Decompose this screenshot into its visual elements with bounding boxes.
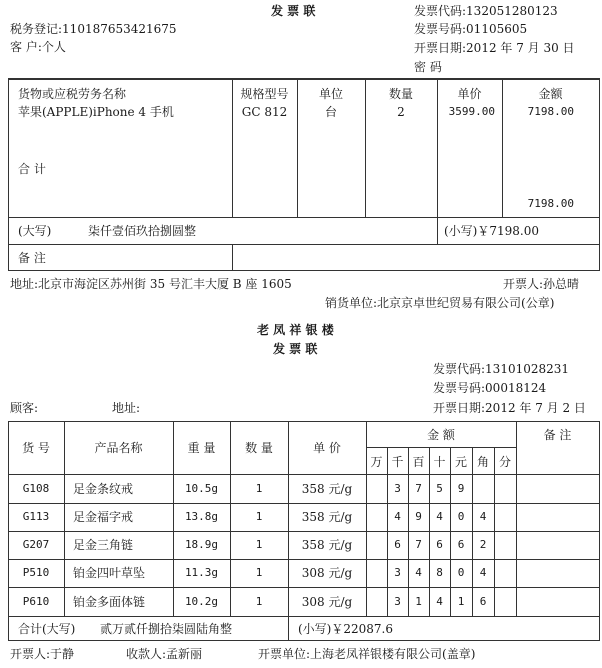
invoice1-col-divider	[232, 244, 233, 270]
invoice2-row-weight: 13.8g	[184, 510, 219, 523]
invoice2-row-qty: 1	[255, 482, 263, 495]
invoice2-row-digit: 4	[436, 510, 443, 523]
invoice1-row-price: 3599.00	[448, 105, 495, 118]
invoice1-header-price: 单价	[457, 87, 482, 101]
invoice2-row-price: 308 元/g	[301, 566, 353, 580]
invoice1-col-divider	[437, 217, 438, 244]
invoice1-header-name: 货物或应税劳务名称	[18, 87, 127, 101]
invoice2-title: 发 票 联	[273, 342, 318, 356]
invoice2-row-digit: 4	[479, 510, 487, 523]
invoice1-table-right-border	[599, 78, 600, 270]
invoice1-title: 发 票 联	[271, 4, 316, 18]
invoice2-row-digit: 7	[415, 538, 422, 551]
invoice1-upper-value: 柒仟壹佰玖拾捌圆整	[88, 224, 197, 238]
invoice1-row-unit: 台	[324, 105, 337, 119]
invoice2-row-product: 足金三角链	[73, 538, 134, 552]
invoice1-table-line	[8, 244, 600, 245]
invoice2-row-digit: 6	[394, 538, 401, 551]
invoice2-digit-header: 十	[433, 455, 446, 469]
invoice2-row-price: 358 元/g	[301, 538, 353, 552]
invoice2-store-name: 老 凤 祥 银 楼	[257, 323, 334, 337]
invoice1-header-qty: 数量	[388, 87, 413, 101]
invoice1-table-top-border	[8, 78, 600, 80]
invoice2-row-digit: 9	[457, 482, 465, 495]
invoice2-row-digit: 0	[457, 566, 465, 579]
invoice2-row-weight: 11.3g	[184, 566, 219, 579]
invoice2-customer-label: 顾客:	[10, 401, 39, 415]
invoice2-table-top-border	[8, 421, 600, 422]
invoice2-total-label: 合计(大写)	[18, 622, 76, 636]
invoice2-row-qty: 1	[255, 538, 263, 551]
invoice1-issuer: 开票人:孙总晴	[503, 277, 580, 291]
invoice2-row-item: G108	[22, 482, 50, 495]
invoice2-row-digit: 9	[415, 510, 422, 523]
invoice2-header-remark: 备 注	[543, 428, 572, 442]
invoice2-header-item: 货 号	[22, 441, 50, 455]
invoice1-address: 地址:北京市海淀区苏州街 35 号汇丰大厦 B 座 1605	[10, 277, 292, 291]
invoice2-row-item: G113	[22, 510, 50, 523]
invoice2-row-digit: 3	[394, 566, 401, 579]
invoice1-header-model: 规格型号	[240, 87, 289, 101]
invoice2-header-product: 产品名称	[94, 441, 143, 455]
invoice2-row-digit: 4	[436, 595, 443, 608]
invoice2-digit-divider	[472, 447, 473, 616]
invoice2-number: 发票号码:00018124	[433, 381, 547, 395]
invoice1-password-label: 密 码	[414, 60, 442, 74]
invoice2-row-digit: 4	[479, 566, 487, 579]
invoice1-tax-reg: 税务登记:110187653421675	[10, 22, 177, 36]
invoice2-row-item: G207	[22, 538, 50, 551]
invoice2-row-price: 358 元/g	[301, 510, 353, 524]
invoice1-upper-label: (大写)	[18, 224, 52, 238]
invoice2-header-weight: 重 量	[187, 441, 216, 455]
invoice1-row-model: GC 812	[241, 105, 288, 119]
invoice2-digit-divider	[408, 447, 409, 616]
invoice2-header-price: 单 价	[313, 441, 341, 455]
invoice2-row-digit: 6	[457, 538, 465, 551]
invoice2-row-digit: 1	[415, 595, 422, 608]
invoice2-row-line	[8, 503, 600, 504]
invoice2-row-price: 358 元/g	[301, 482, 353, 496]
invoice2-date: 开票日期:2012 年 7 月 2 日	[433, 401, 586, 415]
invoice1-date: 开票日期:2012 年 7 月 30 日	[414, 41, 575, 55]
invoice2-row-weight: 10.2g	[184, 595, 219, 608]
invoice2-digit-divider	[429, 447, 430, 616]
invoice2-digit-header: 百	[412, 455, 425, 469]
invoice1-total-amount: 7198.00	[527, 197, 574, 210]
invoice2-row-qty: 1	[255, 566, 263, 579]
invoice1-row-name: 苹果(APPLE)iPhone 4 手机	[18, 105, 174, 119]
invoice2-header-qty: 数 量	[245, 441, 273, 455]
invoice2-payee: 收款人:孟新丽	[126, 647, 203, 661]
invoice2-row-price: 308 元/g	[301, 595, 353, 609]
invoice2-digit-divider	[450, 447, 451, 616]
invoice2-digit-header: 千	[391, 455, 404, 469]
invoice1-seller: 销货单位:北京京卓世纪贸易有限公司(公章)	[325, 296, 555, 310]
invoice1-number: 发票号码:01105605	[414, 22, 528, 36]
invoice1-row-amount: 7198.00	[527, 105, 574, 118]
invoice2-row-qty: 1	[255, 595, 263, 608]
invoice2-digit-header: 角	[476, 455, 489, 469]
invoice2-header-bottom-line	[8, 474, 600, 475]
invoice2-row-line	[8, 559, 600, 560]
invoice2-row-line	[8, 587, 600, 588]
invoice2-row-product: 足金福字戒	[73, 510, 134, 524]
invoice2-row-product: 铂金多面体链	[73, 595, 146, 609]
invoice2-digit-header: 元	[454, 455, 467, 469]
invoice2-digit-header: 分	[498, 455, 511, 469]
invoice2-row-digit: 4	[394, 510, 401, 523]
invoice2-header-amount: 金 额	[427, 428, 455, 442]
invoice2-row-digit: 8	[436, 566, 443, 579]
invoice2-digit-divider	[387, 447, 388, 616]
invoice2-row-digit: 7	[415, 482, 422, 495]
invoice2-row-digit: 2	[479, 538, 487, 551]
invoice2-table-right-border	[599, 421, 600, 640]
invoice2-row-line	[8, 616, 600, 617]
invoice1-header-amount: 金额	[538, 87, 563, 101]
invoice2-address-label: 地址:	[112, 401, 141, 415]
invoice1-customer: 客 户:个人	[10, 40, 66, 54]
invoice2-digit-header: 万	[370, 455, 383, 469]
invoice1-total-label: 合 计	[18, 162, 46, 176]
invoice2-col-divider	[516, 421, 517, 616]
invoice2-issuer: 开票人:于静	[10, 647, 75, 661]
invoice2-issuing-unit: 开票单位:上海老凤祥银楼有限公司(盖章)	[258, 647, 476, 661]
invoice1-table-bottom-border	[8, 270, 600, 271]
invoice2-row-digit: 6	[436, 538, 443, 551]
invoice2-row-digit: 5	[436, 482, 443, 495]
invoice2-row-qty: 1	[255, 510, 263, 523]
invoice1-row-qty: 2	[397, 105, 405, 119]
invoice1-lower-value: (小写)￥7198.00	[444, 224, 539, 238]
invoice2-row-product: 足金条纹戒	[73, 482, 134, 496]
invoice2-row-product: 铂金四叶草坠	[73, 566, 146, 580]
invoice2-digit-divider	[494, 447, 495, 616]
invoice2-total-lower: (小写)￥22087.6	[298, 622, 393, 636]
invoice1-header-unit: 单位	[318, 87, 343, 101]
invoice2-row-line	[8, 531, 600, 532]
invoice2-row-weight: 18.9g	[184, 538, 219, 551]
invoice2-row-digit: 4	[415, 566, 422, 579]
invoice1-table-left-border	[8, 78, 9, 270]
invoice2-table-bottom-border	[8, 640, 600, 641]
invoice2-code: 发票代码:13101028231	[433, 362, 570, 376]
invoice2-total-upper: 贰万贰仟捌拾柒圆陆角整	[100, 622, 233, 636]
invoice2-row-digit: 1	[457, 595, 465, 608]
invoice2-row-digit: 0	[457, 510, 465, 523]
invoice1-code: 发票代码:132051280123	[414, 4, 558, 18]
invoice1-table-line	[8, 217, 600, 218]
invoice2-row-digit: 3	[394, 595, 401, 608]
invoice2-row-digit: 6	[479, 595, 487, 608]
invoice2-row-weight: 10.5g	[184, 482, 219, 495]
invoice2-col-divider	[366, 421, 367, 616]
invoice2-row-digit: 3	[394, 482, 401, 495]
invoice1-remark-label: 备 注	[18, 251, 46, 265]
invoice2-row-item: P510	[22, 566, 50, 579]
invoice2-row-item: P610	[22, 595, 50, 608]
